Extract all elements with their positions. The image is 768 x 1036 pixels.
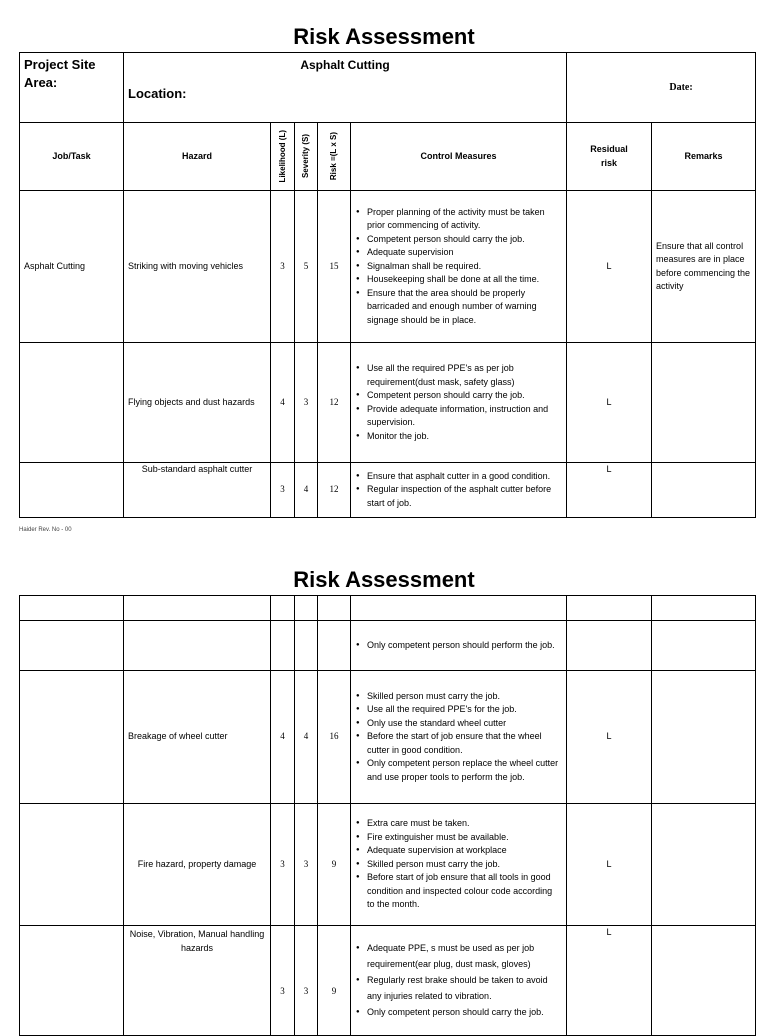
severity-value: 3 [295,804,318,926]
likelihood-value: 3 [271,926,295,1036]
table-row [20,191,756,343]
project-site-label: Project Site Area: [24,57,96,90]
risk-value: 12 [318,463,351,518]
control-measure-item: ● Signalman shall be required. [367,260,560,274]
risk-table-page2 [19,595,756,1036]
control-measure-item: ● Proper planning of the activity must be taken prior commencing of activity. [367,206,560,233]
control-measure-item: ● Use all the required PPE's as per job requirement(dust mask, safety glass) [367,362,560,389]
control-measures-cell [351,191,567,343]
page-title: Risk Assessment [293,567,475,592]
job-task-cell [20,671,124,804]
header-residual-risk: Residual risk [567,123,652,191]
job-task-cell [20,343,124,463]
table-row [20,671,756,804]
table-row [20,343,756,463]
risk-value: 12 [318,343,351,463]
remarks-cell [652,343,756,463]
severity-value: 4 [295,671,318,804]
residual-risk-value: L [567,463,652,518]
header-control-measures: Control Measures [351,123,567,191]
table-row [20,621,756,671]
activity-location-cell [124,53,567,123]
risk-value: 15 [318,191,351,343]
control-measure-item: ● Competent person should carry the job. [367,389,560,403]
header-hazard: Hazard [124,123,271,191]
date-cell [567,53,756,123]
control-measure-item: ● Regular inspection of the asphalt cutter before start of job. [367,483,560,510]
job-task-cell [20,926,124,1036]
hazard-cell: Flying objects and dust hazards [124,343,271,463]
control-measure-item: ● Skilled person must carry the job. [367,858,560,872]
risk-table-page1 [19,52,756,518]
residual-risk-value: L [567,926,652,1036]
control-measure-item: ● Before start of job ensure that all tools in good condition and inspected colour code according to the month. [367,871,560,912]
table-row [20,804,756,926]
severity-value [295,621,318,671]
remarks-cell [652,926,756,1036]
severity-value: 4 [295,463,318,518]
remarks-cell [652,621,756,671]
hazard-cell: Sub-standard asphalt cutter [124,463,271,518]
control-measure-item: ● Provide adequate information, instruction and supervision. [367,403,560,430]
location-label: Location: [128,86,187,101]
hazard-cell: Fire hazard, property damage [124,804,271,926]
hazard-cell: Breakage of wheel cutter [124,671,271,804]
control-measures-cell [351,671,567,804]
control-measure-item: ● Before the start of job ensure that the wheel cutter in good condition. [367,730,560,757]
control-measures-cell [351,926,567,1036]
likelihood-value: 3 [271,191,295,343]
control-measure-item: ● Use all the required PPE's for the job. [367,703,560,717]
residual-risk-value [567,621,652,671]
severity-value: 5 [295,191,318,343]
residual-risk-value: L [567,191,652,343]
control-measure-item: ● Skilled person must carry the job. [367,690,560,704]
control-measure-item: ● Extra care must be taken. [367,817,560,831]
hazard-cell [124,621,271,671]
header-risk: Risk =(L x S) [329,132,338,181]
control-measure-item: ● Adequate PPE, s must be used as per job requirement(ear plug, dust mask, gloves) [367,940,560,972]
header-severity: Severity (S) [301,134,310,179]
remarks-cell [652,804,756,926]
residual-risk-value: L [567,343,652,463]
remarks-cell [652,671,756,804]
job-task-cell: Asphalt Cutting [20,191,124,343]
header-likelihood: Likelihood (L) [277,130,287,183]
control-measures-cell [351,463,567,518]
control-measure-item: ● Only competent person should perform the job. [367,638,560,653]
job-task-cell [20,804,124,926]
control-measure-item: ● Ensure that asphalt cutter in a good condition. [367,470,560,484]
control-measure-item: ● Monitor the job. [367,430,560,444]
control-measure-item: ● Only use the standard wheel cutter [367,717,560,731]
risk-value: 9 [318,926,351,1036]
control-measure-item: ● Regularly rest brake should be taken to avoid any injuries related to vibration. [367,972,560,1004]
hazard-cell: Striking with moving vehicles [124,191,271,343]
control-measure-item: ● Ensure that the area should be properly barricaded and enough number of warning signage should be in place. [367,287,560,328]
likelihood-value [271,621,295,671]
control-measure-item: ● Adequate supervision at workplace [367,844,560,858]
control-measures-cell [351,621,567,671]
table-row [20,463,756,518]
remarks-cell [652,463,756,518]
likelihood-value: 4 [271,343,295,463]
risk-value: 9 [318,804,351,926]
control-measure-item: ● Housekeeping shall be done at all the time. [367,273,560,287]
likelihood-value: 3 [271,463,295,518]
risk-value [318,621,351,671]
risk-value: 16 [318,671,351,804]
header-remarks: Remarks [652,123,756,191]
remarks-cell: Ensure that all control measures are in place before commencing the activity [652,191,756,343]
header-job-task: Job/Task [20,123,124,191]
residual-risk-value: L [567,804,652,926]
activity-name: Asphalt Cutting [300,58,390,72]
job-task-cell [20,621,124,671]
control-measures-cell [351,343,567,463]
document-footer: Haider Rev. No - 00 [19,527,72,533]
severity-value: 3 [295,343,318,463]
likelihood-value: 4 [271,671,295,804]
likelihood-value: 3 [271,804,295,926]
date-label: Date: [669,81,693,93]
control-measures-cell [351,804,567,926]
table-row [20,926,756,1036]
hazard-cell: Noise, Vibration, Manual handling hazards [124,926,271,1036]
control-measure-item: ● Fire extinguisher must be available. [367,831,560,845]
project-site-cell [20,53,124,123]
control-measure-item: ● Adequate supervision [367,246,560,260]
severity-value: 3 [295,926,318,1036]
job-task-cell [20,463,124,518]
residual-risk-value: L [567,671,652,804]
control-measure-item: ● Competent person should carry the job. [367,233,560,247]
blank-header-row [20,596,756,621]
control-measure-item: ● Only competent person should carry the job. [367,1004,560,1020]
page-title: Risk Assessment [293,24,475,49]
control-measure-item: ● Only competent person replace the wheel cutter and use proper tools to perform the job. [367,757,560,784]
